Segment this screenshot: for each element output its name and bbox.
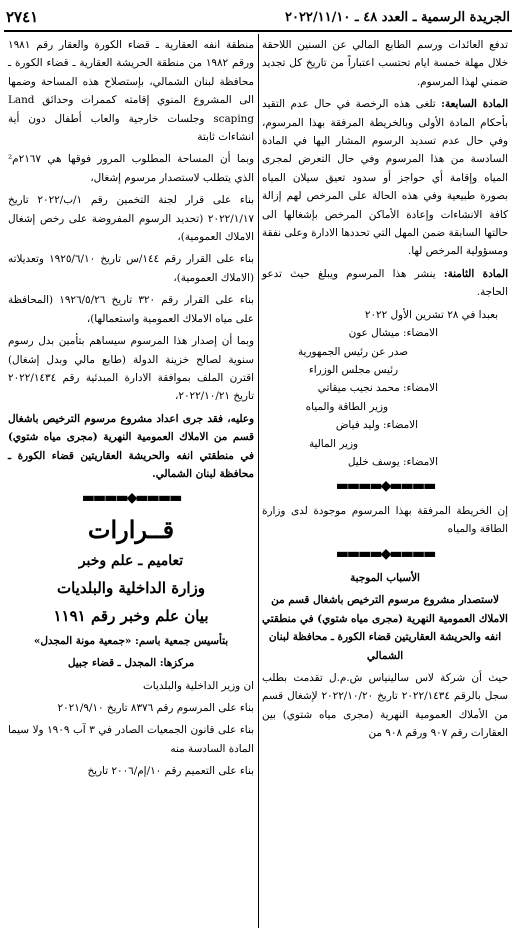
signature-line: الامضاء: ميشال عون (348, 327, 438, 340)
column-divider (258, 34, 259, 928)
page-number: ٢٧٤١ (6, 8, 39, 26)
paragraph: تدفع العائدات ورسم الطابع المالي عن السنين اللاحقة خلال مهلة خمسة ايام تحتسب اعتباراً من تاريخ كل تجديد ضمني لهذا المرسوم. (262, 39, 508, 88)
left-column (8, 36, 254, 785)
paragraph: ان وزير الداخلية والبلديات (143, 679, 254, 692)
article-seven (262, 95, 508, 261)
reasons-title: الأسباب الموجبة (350, 571, 420, 584)
paragraph: بناء على القرار رقم ٣٢٠ تاريخ ١٩٢٦/٥/٢٦ (المحافظة على مياه الاملاك العمومية واستعمالها)، (8, 294, 255, 325)
right-column (262, 36, 508, 747)
signature-line: وزير المالية (308, 437, 358, 450)
header-rule (4, 30, 512, 32)
section-title: قــرارات (87, 514, 175, 544)
notice-title: بيان علم وخبر رقم ١١٩١ (53, 606, 209, 625)
article-eight (262, 265, 508, 302)
paragraph: بناء على قانون الجمعيات الصادر في ٣ آب ١٩٠٩ ولا سيما المادة السادسة منه (8, 724, 254, 755)
paragraph: بناء على قرار لجنة التخمين رقم ١/ب/٢٠٢٢ تاريخ ٢٠٢٢/١/١٧ (تحديد الرسوم المفروضة على رخص إشغال الاملاك العمومية)، (8, 194, 254, 244)
article-label: المادة الثامنة: (443, 267, 508, 280)
article-text: ينشر هذا المرسوم ويبلغ حيث تدعو الحاجة. (262, 267, 508, 299)
paragraph: وبما أن إصدار هذا المرسوم سيساهم بتأمين بدل رسوم سنوية لصالح خزينة الدولة (طابع مالي وبدل إشغال) اقترن الملف بموافقة الادارة المبدئية رقم ٢٠٢٢/١٤٣٤ تاريخ ٢٠٢٢/١٠/٢١، (8, 335, 254, 403)
headquarters-line: مركزها: المجدل ـ قضاء جبيل (67, 657, 195, 670)
signature-line: رئيس مجلس الوزراء (308, 363, 398, 376)
gazette-title: الجريدة الرسمية ـ العدد ٤٨ ـ ٢٠٢٢/١١/١٠ (284, 9, 510, 25)
article-label: المادة السابعة: (441, 98, 508, 111)
ministry-name: وزارة الداخلية والبلديات (56, 578, 205, 597)
signature-line: الامضاء: وليد فياض (335, 419, 418, 432)
page-header (6, 6, 510, 28)
reasons-heading: لاستصدار مشروع مرسوم الترخيص باشغال قسم من الاملاك العمومية النهرية (مجرى مياه شتوي) في منطقتي انفه والحريشة العقاريتين قضاء الكورة ـ محافظة لبنان الشمالي (262, 594, 508, 662)
paragraph: بناء على المرسوم رقم ٨٣٧٦ تاريخ ٢٠٢١/٩/١٠ (57, 701, 254, 714)
article-text: تلغى هذه الرخصة في حال عدم التقيد بأحكام المادة الأولى وبالخريطة المرفقة بهذا المرسوم، وفي حال عدم تسديد الرسوم المشار اليها في المادة السادسة من هذا المرسوم وفي حال التعرض لمجرى المياه وإقامة أي حواجز أو سدود تعيق سيلان المياه بصورة طبيعية وفي هذه الحالة على المرخص لهم إزالة كافة الانشاءات وإعادة الأماكن المرخص بإشغالها الى حالتها السابقة ضمن المهل التي تحددها الادارة وعلى نفقة ومسؤولية المرخص لها. (262, 98, 508, 258)
paragraph-bold: وعليه، فقد جرى اعداد مشروع مرسوم الترخيص باشغال قسم من الاملاك العمومية النهرية (مجرى مياه شتوي) في منطقتي انفه والحريشة العقاريتين قضاء الكورة ـ محافظة لبنان الشمالي. (8, 412, 254, 480)
paragraph: بناء على القرار رقم ١٤٤/س تاريخ ١٩٢٥/٦/١٠ وتعديلاته (الاملاك العمومية)، (8, 253, 254, 284)
paragraph: حيث أن شركة لاس سالينياس ش.م.ل تقدمت بطلب سجل بالرقم ٢٠٢٢/١٤٣٤ تاريخ ٢٠٢٢/١٠/٢٠ لإشغال قسم من الأملاك العمومية النهرية (مجرى مياه شتوي) بين العقارات رقم ٩٠٧ ورقم ٩٠٨ من (262, 672, 508, 740)
signature-line: وزير الطاقة والمياه (305, 400, 388, 413)
paragraph: وبما أن المساحة المطلوب المرور فوقها هي ٢١٦٧م² الذي يتطلب لاستصدار مرسوم إشغال، (8, 153, 254, 184)
map-note: إن الخريطة المرفقة بهذا المرسوم موجودة لدى وزارة الطاقة والمياه (262, 504, 508, 536)
association-line: بتأسيس جمعية باسم: «جمعية مونة المجدل» (33, 634, 229, 647)
paragraph: بناء على التعميم رقم ١٠/إم/٢٠٠٦ تاريخ (87, 765, 254, 778)
section-subtitle: تعاميم ـ علم وخبر (78, 552, 184, 569)
signature-line: الامضاء: يوسف خليل (347, 455, 438, 468)
ornament-divider: ▬▬▬▬◆▬▬▬▬ (81, 490, 181, 507)
date-line: بعبدا في ٢٨ تشرين الأول ٢٠٢٢ (364, 308, 498, 321)
ornament-divider: ▬▬▬▬◆▬▬▬▬ (335, 545, 435, 562)
paragraph: منطقة انفه العقارية ـ قضاء الكورة والعقار رقم ١٩٨١ ورقم ١٩٨٢ من منطقة الحريشة العقارية ـ قضاء الكورة ـ محافظة لبنان الشمالي، بإستصلاح هذه المساحة وضمها الى المشروع المنوي إقامته كممرات وحدائق Land scaping وجلسات خارجية والعاب أطفال دون أية انشاءات ثابتة (8, 39, 254, 144)
signature-line: الامضاء: محمد نجيب ميقاتي (317, 382, 438, 395)
signature-line: صدر عن رئيس الجمهورية (297, 345, 408, 358)
ornament-divider: ▬▬▬▬◆▬▬▬▬ (335, 478, 435, 495)
